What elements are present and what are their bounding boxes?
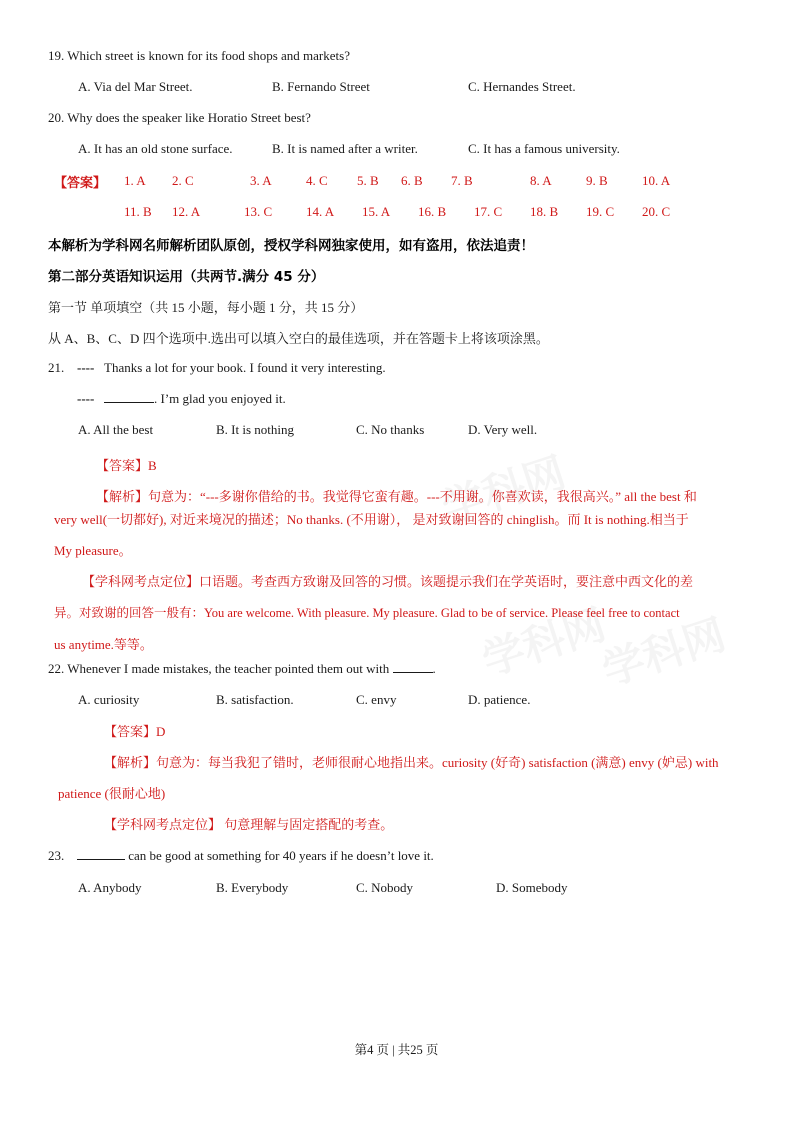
q21-exam-point-line-2: 异。对致谢的回答一般有：You are welcome. With pleasure. My pleasure. Glad to be of service. Please feel free to contact xyxy=(54,606,680,620)
answer-4: 4. C xyxy=(306,173,328,188)
section-1-title: 第一节 单项填空（共 15 小题，每小题 1 分，共 15 分） xyxy=(48,300,364,315)
q22-option-c: C. envy xyxy=(356,692,397,707)
question-19-stem: 19. Which street is known for its food shops and markets? xyxy=(48,48,350,63)
q21-option-b: B. It is nothing xyxy=(216,422,295,437)
question-22-stem: 22. Whenever I made mistakes, the teacher pointed them out with . xyxy=(48,661,436,676)
q22-option-d: D. patience. xyxy=(468,692,531,707)
answer-5: 5. B xyxy=(357,173,379,188)
q21-option-a: A. All the best xyxy=(78,422,154,437)
answer-blank xyxy=(393,671,433,673)
q21-analysis-line-1: 【解析】句意为：“---多谢你借给的书。我觉得它蛮有趣。---不用谢。你喜欢读，我很高兴。” all the best 和 xyxy=(96,489,697,504)
q21-option-c: C. No thanks xyxy=(356,422,425,437)
q22-analysis-line-1: 【解析】句意为：每当我犯了错时，老师很耐心地指出来。curiosity (好奇) satisfaction (满意) envy (妒忌) with xyxy=(104,755,719,770)
question-23-number: 23. xyxy=(48,848,65,863)
answer-blank xyxy=(77,858,125,860)
q21-exam-point-line-1: 【学科网考点定位】口语题。考查西方致谢及回答的习惯。该题提示我们在学英语时，要注意中西文化的差 xyxy=(82,574,694,589)
dialogue-dash: ---- xyxy=(77,391,95,406)
q22-option-b: B. satisfaction. xyxy=(216,692,294,707)
q21-analysis-line-3: My pleasure。 xyxy=(54,543,132,558)
answer-2: 2. C xyxy=(172,173,194,188)
answer-8: 8. A xyxy=(530,173,552,188)
q23-option-b: B. Everybody xyxy=(216,880,289,895)
answer-7: 7. B xyxy=(451,173,473,188)
answer-18: 18. B xyxy=(530,204,559,219)
answer-16: 16. B xyxy=(418,204,447,219)
q22-answer: 【答案】D xyxy=(104,724,166,739)
q21-exam-point-line-3: us anytime.等等。 xyxy=(54,637,153,652)
answer-13: 13. C xyxy=(244,204,273,219)
q20-option-c: C. It has a famous university. xyxy=(468,141,620,156)
question-23-stem: can be good at something for 40 years if he doesn’t love it. xyxy=(77,848,434,864)
question-20-stem: 20. Why does the speaker like Horatio Street best? xyxy=(48,110,311,125)
q21-analysis-line-2: very well(一切都好), 对近来境况的描述；No thanks. (不用谢）， 是对致谢回答的 chinglish。而 It is nothing.相当于 xyxy=(54,512,689,527)
answer-12: 12. A xyxy=(172,204,201,219)
q23-option-d: D. Somebody xyxy=(496,880,568,895)
q21-option-d: D. Very well. xyxy=(468,422,538,437)
part-2-title: 第二部分英语知识运用（共两节.满分 45 分） xyxy=(48,269,325,285)
q20-option-b: B. It is named after a writer. xyxy=(272,141,418,156)
dialogue-dash: ---- xyxy=(77,360,95,375)
q21-answer: 【答案】B xyxy=(96,458,157,473)
q22-option-a: A. curiosity xyxy=(78,692,140,707)
page-footer: 第4 页 | 共25 页 xyxy=(354,1043,439,1057)
question-21-line-2: . I’m glad you enjoyed it. xyxy=(104,391,286,407)
copyright-notice: 本解析为学科网名师解析团队原创，授权学科网独家使用，如有盗用，依法追责！ xyxy=(48,238,534,254)
answer-1: 1. A xyxy=(124,173,146,188)
answer-19: 19. C xyxy=(586,204,615,219)
question-21-number: 21. xyxy=(48,360,65,375)
q23-option-c: C. Nobody xyxy=(356,880,414,895)
q23-option-a: A. Anybody xyxy=(78,880,142,895)
question-21-line-1: Thanks a lot for your book. I found it very interesting. xyxy=(104,360,386,375)
answer-6: 6. B xyxy=(401,173,423,188)
answer-17: 17. C xyxy=(474,204,503,219)
section-instruction: 从 A、B、C、D 四个选项中.选出可以填入空白的最佳选项，并在答题卡上将该项涂黑。 xyxy=(48,331,549,346)
answer-3: 3. A xyxy=(250,173,272,188)
answer-14: 14. A xyxy=(306,204,335,219)
answer-9: 9. B xyxy=(586,173,608,188)
answer-11: 11. B xyxy=(124,204,152,219)
answer-10: 10. A xyxy=(642,173,671,188)
q19-option-c: C. Hernandes Street. xyxy=(468,79,576,94)
q20-option-a: A. It has an old stone surface. xyxy=(78,141,233,156)
answer-20: 20. C xyxy=(642,204,671,219)
answer-blank xyxy=(104,401,154,403)
answer-key-label: 【答案】 xyxy=(54,176,107,191)
answer-15: 15. A xyxy=(362,204,391,219)
q22-exam-point: 【学科网考点定位】 句意理解与固定搭配的考查。 xyxy=(104,817,394,832)
q19-option-b: B. Fernando Street xyxy=(272,79,370,94)
q19-option-a: A. Via del Mar Street. xyxy=(78,79,193,94)
q22-analysis-line-2: patience (很耐心地) xyxy=(58,786,166,801)
